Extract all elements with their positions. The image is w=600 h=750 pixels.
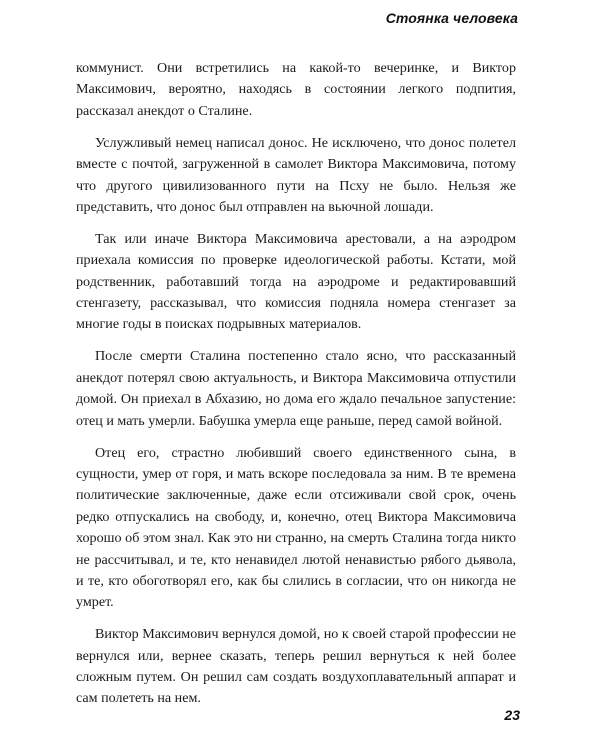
paragraph-2: Услужливый немец написал донос. Не исключено, что донос полетел вместе с почтой, загруженной в самолет Виктора Максимовича, потому что другого цивилизованного пути на Псху не было. Нельзя же представить, что донос был отправлен на вьючной лошади.	[76, 134, 516, 215]
paragraph-1: коммунист. Они встретились на какой-то вечеринке, и Виктор Максимович, вероятно, находясь в состоянии легкого подпития, рассказал анекдот о Сталине.	[76, 60, 516, 119]
body-text	[76, 58, 516, 720]
paragraph-4: После смерти Сталина постепенно стало ясно, что рассказанный анекдот потерял свою актуальность, и Виктора Максимовича отпустили домой. Он приехал в Абхазию, но дома его ждало печальное запустение: отец и мать умерли. Бабушка умерла еще раньше, перед самой войной.	[76, 348, 516, 429]
paragraph-6: Виктор Максимович вернулся домой, но к своей старой профессии не вернулся или, вернее сказать, теперь решил вернуться к ней более сложным путем. Он решил сам создать воздухоплавательный аппарат и сам полететь на нем.	[76, 626, 516, 707]
running-title: Стоянка человека	[385, 10, 518, 26]
paragraph-3: Так или иначе Виктора Максимовича арестовали, а на аэродром приехала комиссия по проверке идеологической работы. Кстати, мой родственник, работавший тогда на аэродроме и редактировавший стенгазету, рассказывал, что комиссия подняла номера стенгазет за многие годы в поисках подрывных материалов.	[76, 230, 516, 333]
page-number: 23	[504, 707, 520, 723]
paragraph-5: Отец его, страстно любивший своего единственного сына, в сущности, умер от горя, и мать вскоре последовала за ним. В те времена политические заключенные, даже если отсиживали свой срок, очень редко отпускались на свободу, и, конечно, отец Виктора Максимовича хорошо об этом знал. Как это ни странно, на смерть Сталина тогда никто не рассчитывал, и те, кто ненавидел лютой ненавистью рябого дьявола, и те, кто обоготворял его, как бы слились в согласии, что он никогда не умрет.	[76, 444, 516, 611]
